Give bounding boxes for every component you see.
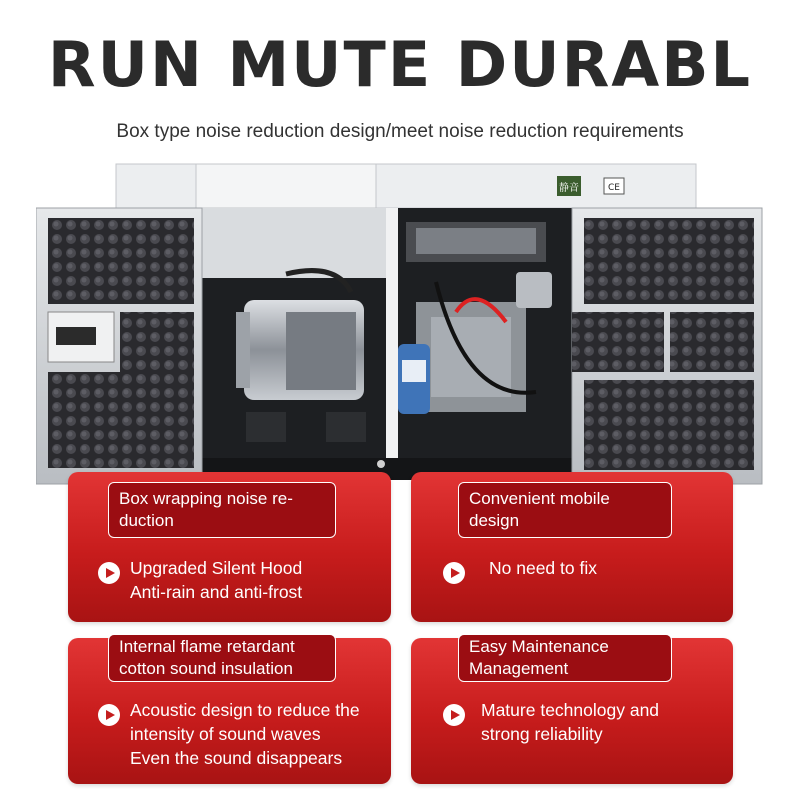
feature-card-noise-wrapping xyxy=(68,472,391,622)
ce-badge: CE xyxy=(608,183,620,193)
feature-label: Easy Maintenance Management xyxy=(458,634,672,682)
play-circle-icon xyxy=(443,704,465,726)
feature-points: Acoustic design to reduce the intensity of sound waves Even the sound disappears xyxy=(130,700,360,768)
feature-points: No need to fix xyxy=(489,558,597,578)
panel-logo: 静音 xyxy=(559,183,579,194)
feature-card-mobile-design xyxy=(411,472,733,622)
feature-points: Upgraded Silent Hood Anti-rain and anti-frost xyxy=(130,558,303,602)
feature-card-maintenance xyxy=(411,638,733,784)
feature-card-sound-insulation xyxy=(68,638,391,784)
play-circle-icon xyxy=(98,704,120,726)
feature-points: Mature technology and strong reliability xyxy=(481,700,660,744)
generator-image xyxy=(36,162,764,492)
play-circle-icon xyxy=(98,562,120,584)
feature-label: Box wrapping noise re- duction xyxy=(108,482,336,538)
feature-label: Convenient mobile design xyxy=(458,482,672,538)
play-circle-icon xyxy=(443,562,465,584)
page-title: RUN MUTE DURABL xyxy=(47,28,753,101)
page-subtitle: Box type noise reduction design/meet noise reduction requirements xyxy=(116,121,684,142)
feature-label: Internal flame retardant cotton sound insulation xyxy=(108,634,336,682)
